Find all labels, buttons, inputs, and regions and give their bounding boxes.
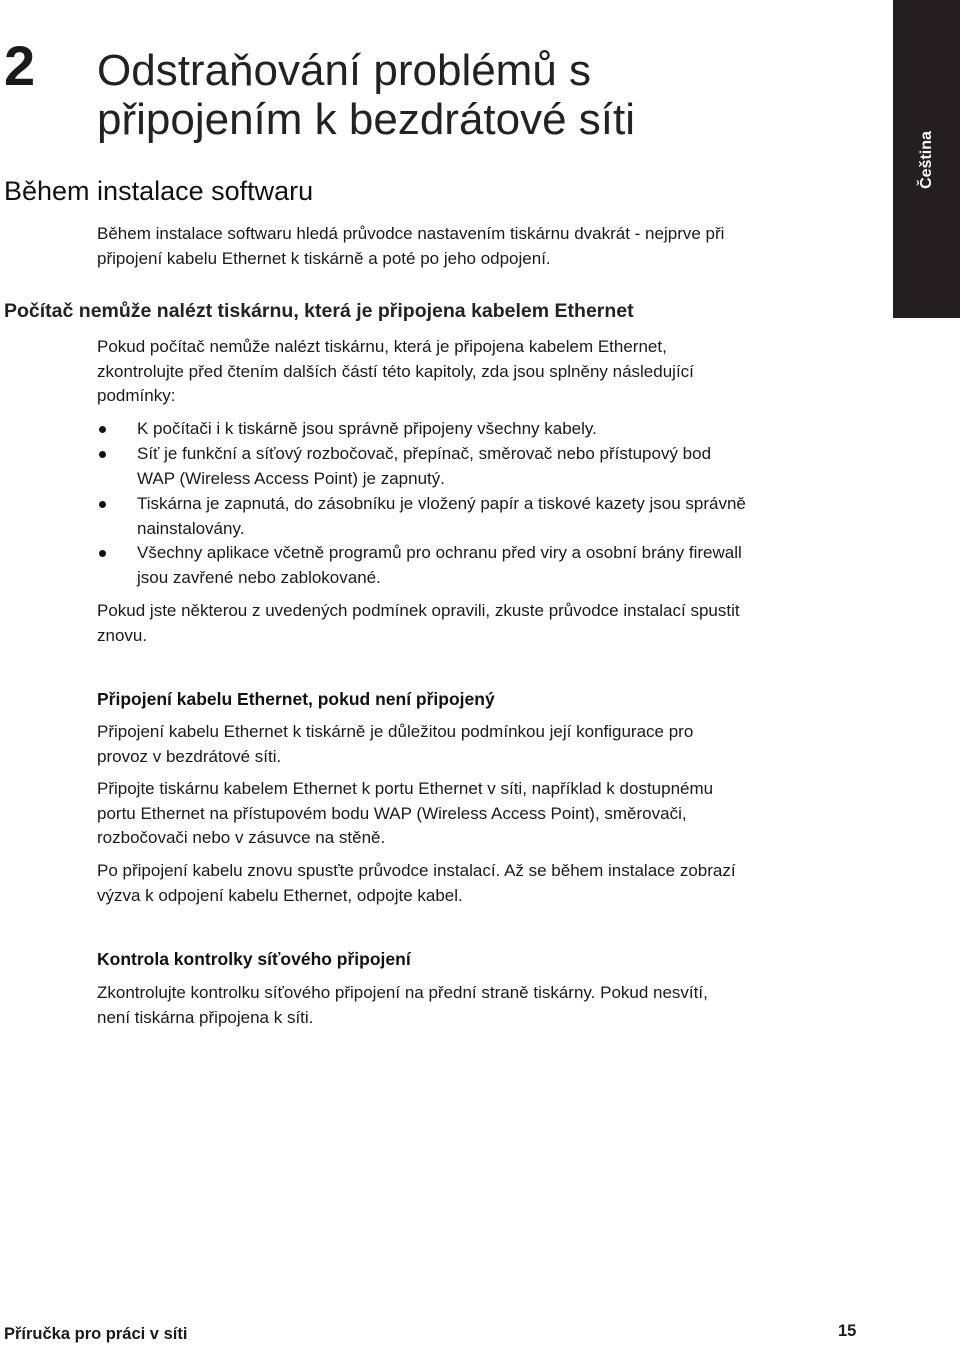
install-paragraph [97,222,867,271]
paragraph-line: Zkontrolujte kontrolku síťového připojení na přední straně tiskárny. Pokud nesvítí, [97,983,708,1002]
connect-cable-paragraph-2 [97,777,867,851]
list-item-line: K počítači i k tiskárně jsou správně připojeny všechny kabely. [137,419,597,438]
bullet-icon [99,426,106,433]
cannot-find-intro [97,335,867,409]
list-item-text [137,417,867,442]
paragraph-line: výzva k odpojení kabelu Ethernet, odpojte kabel. [97,885,463,905]
list-item-line: jsou zavřené nebo zablokované. [137,567,381,587]
paragraph-line: portu Ethernet na přístupovém bodu WAP (Wireless Access Point), směrovači, [97,803,687,823]
list-item-text [137,541,867,590]
bullet-icon [99,501,106,508]
list-item-line: WAP (Wireless Access Point) je zapnutý. [137,468,445,488]
outro-line: znovu. [97,625,148,645]
chapter-title-line-2: připojením k bezdrátové síti [97,95,636,144]
chapter-title [97,46,635,144]
page-number: 15 [838,1322,857,1340]
chapter-number: 2 [4,34,36,97]
install-paragraph-line: Během instalace softwaru hledá průvodce nastavením tiskárnu dvakrát - nejprve při [97,224,725,243]
paragraph-line: Připojte tiskárnu kabelem Ethernet k portu Ethernet v síti, například k dostupnému [97,779,714,798]
list-item-line: Síť je funkční a síťový rozbočovač, přepínač, směrovač nebo přístupový bod [137,444,712,463]
network-light-paragraph [97,981,867,1030]
bullet-icon [99,451,106,458]
section-heading-network-light: Kontrola kontrolky síťového připojení [97,949,411,969]
intro-line: zkontrolujte před čtením dalších částí této kapitoly, zda jsou splněny následující [97,361,694,381]
connect-cable-paragraph-3 [97,859,867,908]
language-tab-label: Čeština [917,131,935,189]
paragraph-line: provoz v bezdrátové síti. [97,746,282,766]
section-heading-cannot-find: Počítač nemůže nalézt tiskárnu, která je připojena kabelem Ethernet [4,300,634,322]
paragraph-line: není tiskárna připojena k síti. [97,1007,314,1027]
language-tab [893,0,960,318]
list-item-text [137,442,867,491]
list-item-line: nainstalovány. [137,518,245,538]
paragraph-line: Připojení kabelu Ethernet k tiskárně je důležitou podmínkou její konfigurace pro [97,722,694,741]
paragraph-line: Po připojení kabelu znovu spusťte průvodce instalací. Až se během instalace zobrazí [97,861,736,880]
cannot-find-outro [97,599,867,648]
list-item-line: Tiskárna je zapnutá, do zásobníku je vložený papír a tiskové kazety jsou správně [137,494,746,513]
section-heading-install: Během instalace softwaru [4,176,314,206]
list-item-text [137,492,867,541]
section-heading-connect-cable: Připojení kabelu Ethernet, pokud není připojený [97,689,495,709]
outro-line: Pokud jste některou z uvedených podmínek opravili, zkuste průvodce instalací spustit [97,601,740,620]
intro-line: podmínky: [97,386,176,405]
chapter-title-line-1: Odstraňování problémů s [97,46,592,95]
connect-cable-paragraph-1 [97,720,867,769]
install-paragraph-line: připojení kabelu Ethernet k tiskárně a poté po jeho odpojení. [97,248,551,268]
list-item-line: Všechny aplikace včetně programů pro ochranu před viry a osobní brány firewall [137,543,742,562]
intro-line: Pokud počítač nemůže nalézt tiskárnu, která je připojena kabelem Ethernet, [97,337,667,356]
bullet-icon [99,550,106,557]
footer-title: Příručka pro práci v síti [4,1325,188,1343]
paragraph-line: rozbočovači nebo v zásuvce na stěně. [97,828,386,847]
